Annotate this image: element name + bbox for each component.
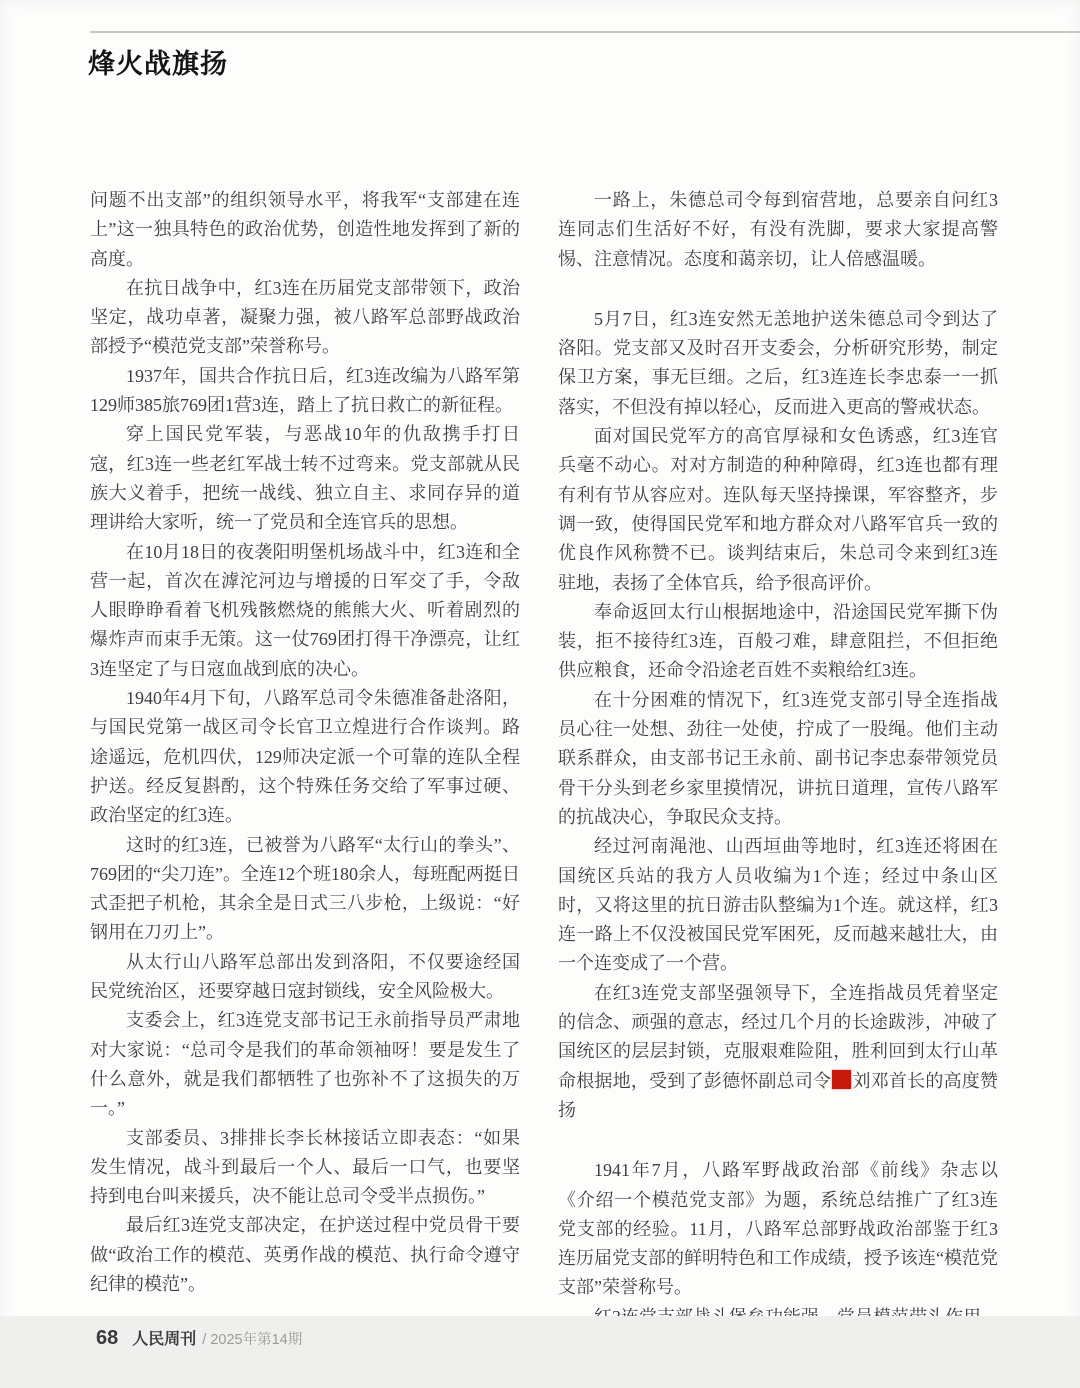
right-column bbox=[558, 186, 998, 1332]
paragraph: 5月7日，红3连安然无恙地护送朱德总司令到达了洛阳。党支部又及时召开支委会，分析研究形势，制定保卫方案，事无巨细。之后，红3连连长李忠泰一一抓落实，不但没有掉以轻心，反而进入更高的警戒状态。 bbox=[558, 308, 998, 417]
paragraph: 支部委员、3排排长李长林接话立即表态：“如果发生情况，战斗到最后一个人、最后一口气，也要坚持到电台叫来援兵，决不能让总司令受半点损伤。” bbox=[90, 1127, 520, 1207]
paragraph: 一路上，朱德总司令每到宿营地，总要亲自问红3连同志们生活好不好，有没有洗脚，要求大家提高警惕、注意情况。态度和蔼亲切，让人倍感温暖。 bbox=[558, 190, 998, 269]
paragraph: 面对国民党军方的高官厚禄和女色诱惑，红3连官兵毫不动心。对对方制造的种种障碍，红3连也都有理有利有节从容应对。连队每天坚持操课，军容整齐，步调一致，使得国民党军和地方群众对八路军官兵一致的优良作风称赞不已。谈判结束后，朱总司令来到红3连驻地，表扬了全体官兵，给予很高评价。 bbox=[558, 426, 998, 593]
footer bbox=[96, 1326, 302, 1350]
paragraph: 问题不出支部”的组织领导水平，将我军“支部建在连上”这一独具特色的政治优势，创造性地发挥到了新的高度。 bbox=[90, 190, 520, 269]
paragraph: 在10月18日的夜袭阳明堡机场战斗中，红3连和全营一起，首次在滹沱河边与增援的日军交了手，令敌人眼睁睁看着飞机残骸燃烧的熊熊大火、听着剧烈的爆炸声而束手无策。这一仗769团打得干净漂亮，让红3连坚定了与日寇血战到底的决心。 bbox=[90, 541, 520, 679]
paragraph: 穿上国民党军装，与恶战10年的仇敌携手打日寇，红3连一些老红军战士转不过弯来。党支部就从民族大义着手，把统一战线、独立自主、求同存异的道理讲给大家听，统一了党员和全连官兵的思想。 bbox=[90, 424, 520, 533]
paragraph: 在十分困难的情况下，红3连党支部引导全连指战员心往一处想、劲往一处使，拧成了一股绳。他们主动联系群众，由支部书记王永前、副书记李忠泰带领党员骨干分头到老乡家里摸情况，讲抗日道理，宣传八路军的抗战决心，争取民众支持。 bbox=[558, 689, 998, 827]
paragraph: 从太行山八路军总部出发到洛阳，不仅要途经国民党统治区，还要穿越日寇封锁线，安全风险极大。 bbox=[90, 951, 520, 1002]
paragraph: 这时的红3连，已被誉为八路军“太行山的拳头”、769团的“尖刀连”。全连12个班180余人，每班配两挺日式歪把子机枪，其余全是日式三八步枪，上级说：“好钢用在刀刃上”。 bbox=[90, 834, 520, 943]
paragraph: 1941年7月，八路军野战政治部《前线》杂志以《介绍一个模范党支部》为题，系统总结推广了红3连党支部的经验。11月，八路军总部野战政治部鉴于红3连历届党支部的鲜明特色和工作成绩，授予该连“模范党支部”荣誉称号。 bbox=[558, 1160, 998, 1298]
paragraph: 经过河南渑池、山西垣曲等地时，红3连还将困在国统区兵站的我方人员收编为1个连；经过中条山区时，又将这里的抗日游击队整编为1个连。就这样，红3连一路上不仅没被国民党军困死，反而越来越壮大，由一个连变成了一个营。 bbox=[558, 836, 998, 974]
paragraph-with-marker bbox=[558, 979, 998, 1125]
paragraph-text: 在红3连党支部坚强领导下，全连指战员凭着坚定的信念、顽强的意志，经过几个月的长途跋涉，冲破了国统区的层层封锁，克服艰难险阻，胜利回到太行山革命根据地，受到了彭德怀副总司令 bbox=[558, 982, 998, 1091]
paragraph-text: 刘邓首长的高度赞扬 bbox=[558, 1070, 999, 1120]
red-block-marker bbox=[832, 1070, 851, 1089]
page-number: 68 bbox=[96, 1327, 119, 1349]
magazine-name: 人民周刊 bbox=[132, 1331, 197, 1348]
paragraph: 支委会上，红3连党支部书记王永前指导员严肃地对大家说：“总司令是我们的革命领袖呀！要是发生了什么意外，就是我们都牺牲了也弥补不了这损失的万一。” bbox=[90, 1010, 520, 1119]
issue-info: / 2025年第14期 bbox=[202, 1332, 303, 1348]
paragraph: 在抗日战争中，红3连在历届党支部带领下，政治坚定，战功卓著，凝聚力强，被八路军总部野战政治部授予“模范党支部”荣誉称号。 bbox=[90, 277, 520, 357]
paragraph: 1940年4月下旬，八路军总司令朱德准备赴洛阳，与国民党第一战区司令长官卫立煌进行合作谈判。路途遥远，危机四伏，129师决定派一个可靠的连队全程护送。经反复斟酌，这个特殊任务交给了军事过硬、政治坚定的红3连。 bbox=[90, 688, 520, 826]
article-body bbox=[90, 186, 998, 1332]
paragraph: 奉命返回太行山根据地途中，沿途国民党军撕下伪装，拒不接待红3连，百般刁难，肆意阻拦，不但拒绝供应粮食，还命令沿途老百姓不卖粮给红3连。 bbox=[558, 601, 998, 681]
paragraph: 最后红3连党支部决定，在护送过程中党员骨干要做“政治工作的模范、英勇作战的模范、执行命令遵守纪律的模范”。 bbox=[90, 1215, 520, 1294]
header-rule bbox=[90, 31, 1080, 33]
section-title: 烽火战旗扬 bbox=[88, 49, 228, 79]
left-column bbox=[90, 186, 520, 1332]
paragraph: 1937年，国共合作抗日后，红3连改编为八路军第129师385旅769团1营3连，踏上了抗日救亡的新征程。 bbox=[90, 365, 520, 416]
